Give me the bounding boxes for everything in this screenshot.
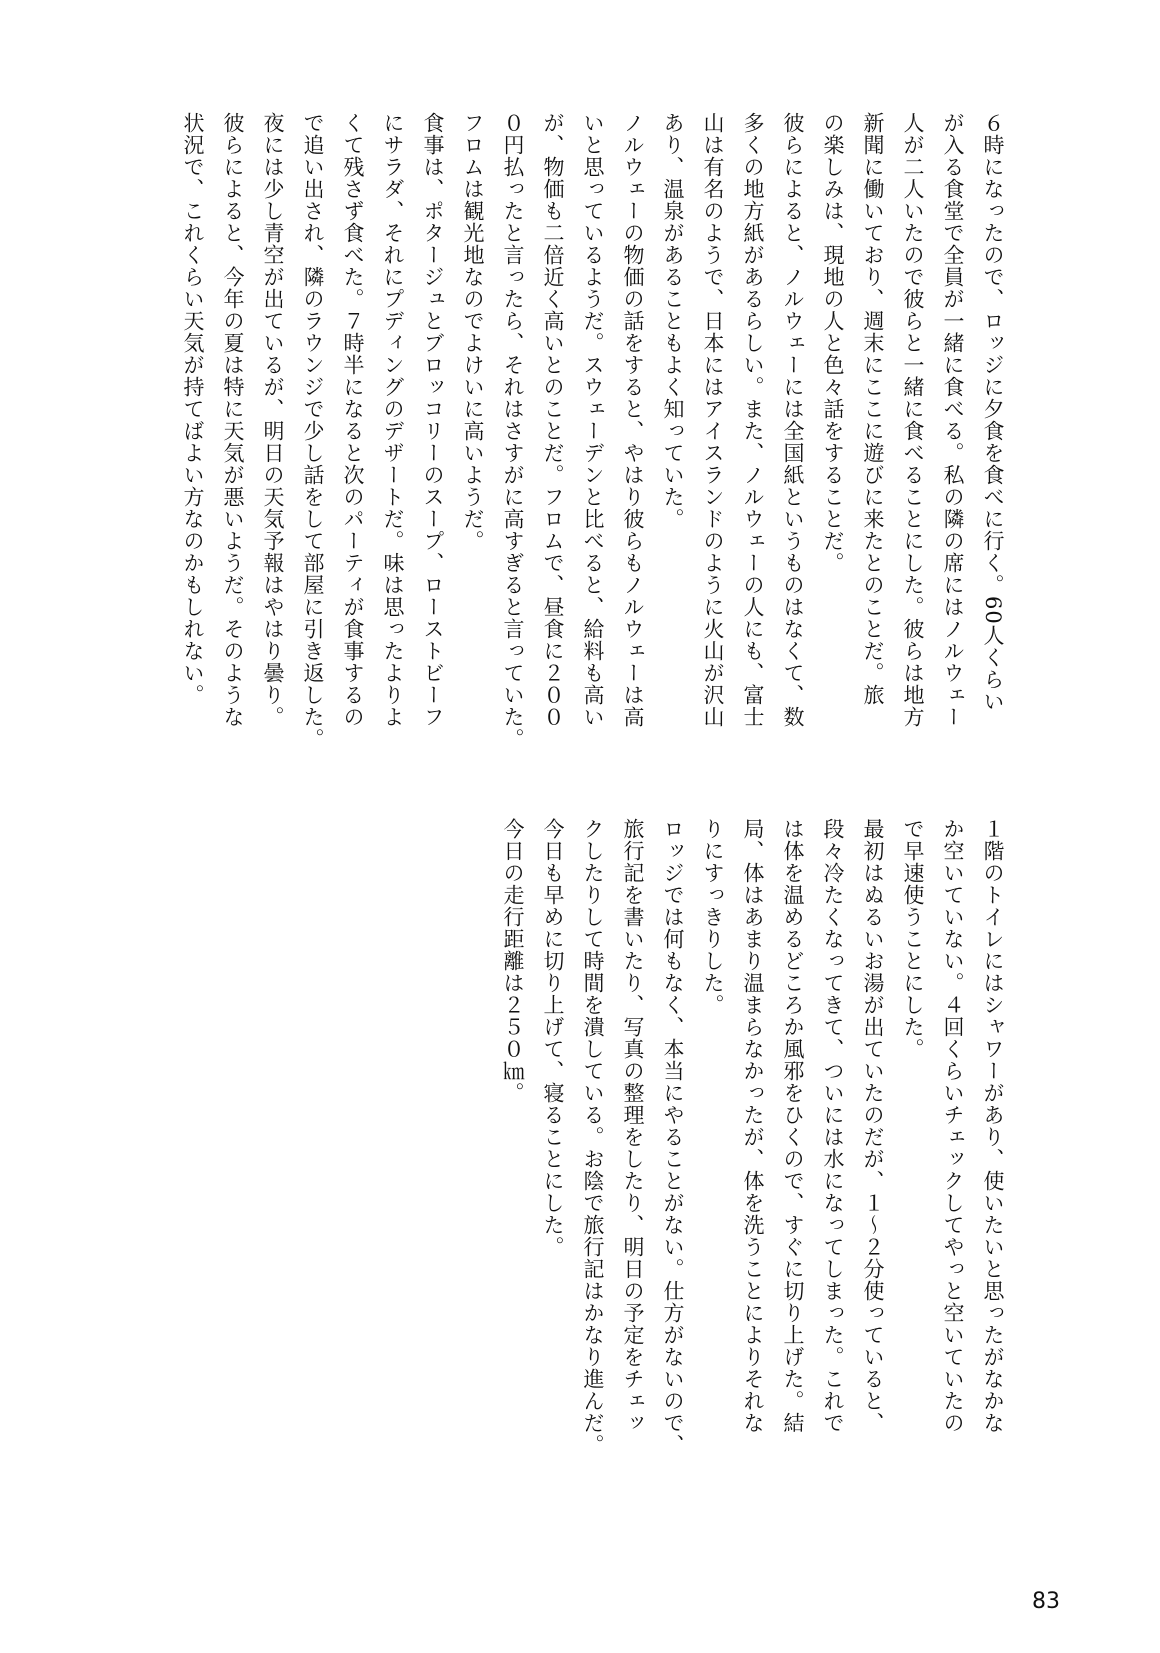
text-line: 今日の走行距離は２５０㎞。 [501, 818, 525, 1104]
text-line: 旅行記を書いたり、写真の整理をしたり、明日の予定をチェッ [621, 818, 645, 1434]
paragraph [453, 112, 653, 752]
text-line: 彼らによると、ノルウェーには全国紙というものはなくて、数 [781, 112, 805, 728]
text-line: くて残さず食べた。７時半になると次のパーティが食事するの [341, 112, 365, 728]
paragraph [533, 818, 573, 1518]
paragraph [893, 818, 1013, 1518]
paragraph [653, 112, 813, 752]
text-line: ノルウェーの物価の話をすると、やはり彼らもノルウェーは高 [621, 112, 645, 728]
text-line: 状況で、これくらい天気が持てばよい方なのかもしれない。 [181, 112, 205, 706]
lower-text-section [493, 818, 1013, 1518]
text-line: 段々冷たくなってきて、ついには水になってしまった。これで [821, 818, 845, 1434]
text-line: で早速使うことにした。 [901, 818, 925, 1060]
text-line: あり、温泉があることもよく知っていた。 [661, 112, 685, 530]
text-line: 最初はぬるいお湯が出ていたのだが、１～２分使っていると、 [861, 818, 885, 1434]
text-line: の楽しみは、現地の人と色々話をすることだ。 [821, 112, 845, 574]
text-line: 夜には少し青空が出ているが、明日の天気予報はやはり曇り。 [261, 112, 285, 728]
text-line: 局、体はあまり温まらなかったが、体を洗うことによりそれな [741, 818, 765, 1434]
paragraph [293, 112, 453, 752]
text-line: ロッジでは何もなく、本当にやることがない。仕方がないので、 [661, 818, 685, 1456]
text-line: りにすっきりした。 [701, 818, 725, 1016]
text-line: 彼らによると、今年の夏は特に天気が悪いようだ。そのような [221, 112, 245, 728]
paragraph [693, 818, 893, 1518]
text-line: 新聞に働いており、週末にここに遊びに来たとのことだ。旅 [861, 112, 885, 706]
text-line: クしたりして時間を潰している。お陰で旅行記はかなり進んだ。 [581, 818, 605, 1456]
paragraph [813, 112, 1013, 752]
text-line: フロムは観光地なのでよけいに高いようだ。 [461, 112, 485, 552]
paragraph [493, 818, 533, 1518]
text-line: か空いていない。４回くらいチェックしてやっと空いていたの [941, 818, 965, 1434]
text-line: が、物価も二倍近く高いとのことだ。フロムで、昼食に２００ [541, 112, 565, 728]
text-line: ０円払ったと言ったら、それはさすがに高すぎると言っていた。 [501, 112, 525, 750]
paragraph [573, 818, 693, 1518]
text-line: にサラダ、それにプディングのデザートだ。味は思ったよりよ [381, 112, 405, 728]
text-line: ６時になったので、ロッジに夕食を食べに行く。60人くらい [981, 112, 1005, 713]
upper-text-section [173, 112, 1013, 752]
text-line: 人が二人いたので彼らと一緒に食べることにした。彼らは地方 [901, 112, 925, 728]
paragraph [173, 112, 293, 752]
text-line: が入る食堂で全員が一緒に食べる。私の隣の席にはノルウェー [941, 112, 965, 728]
page-number: 83 [1032, 1589, 1060, 1614]
text-line: 食事は、ポタージュとブロッコリーのスープ、ローストビーフ [421, 112, 445, 728]
text-line: は体を温めるどころか風邪をひくので、すぐに切り上げた。結 [781, 818, 805, 1434]
text-line: いと思っているようだ。スウェーデンと比べると、給料も高い [581, 112, 605, 728]
text-line: 今日も早めに切り上げて、寝ることにした。 [541, 818, 565, 1258]
text-line: 山は有名のようで、日本にはアイスランドのように火山が沢山 [701, 112, 725, 728]
text-line: １階のトイレにはシャワーがあり、使いたいと思ったがなかな [981, 818, 1005, 1434]
text-line: で追い出され、隣のラウンジで少し話をして部屋に引き返した。 [301, 112, 325, 750]
text-line: 多くの地方紙があるらしい。また、ノルウェーの人にも、富士 [741, 112, 765, 728]
